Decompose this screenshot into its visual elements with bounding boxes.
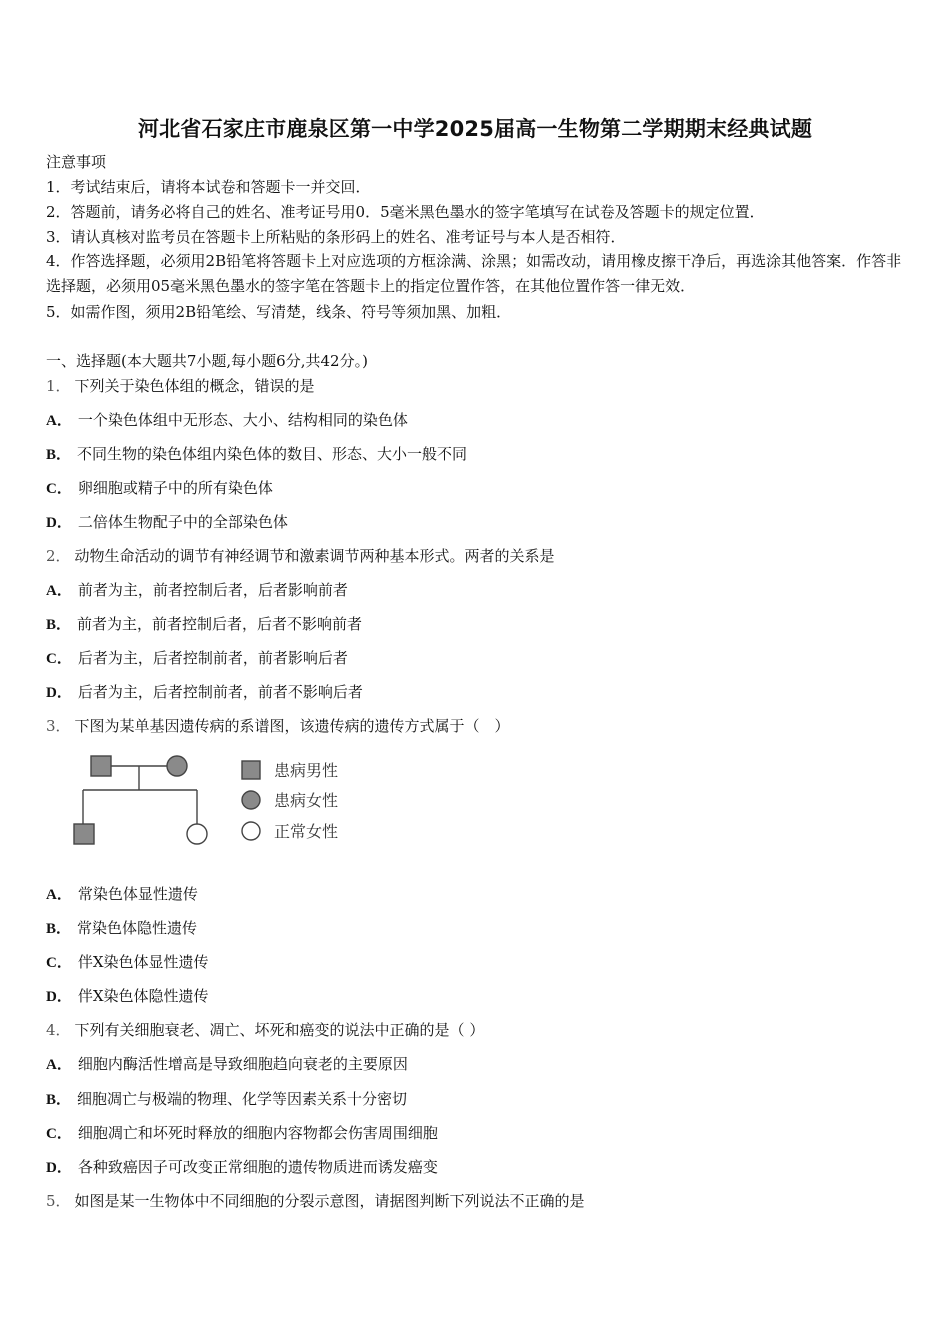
option-text: 后者为主，后者控制前者，前者不影响后者 bbox=[77, 683, 363, 701]
option-text: 伴X染色体显性遗传 bbox=[77, 953, 209, 971]
legend-affected-female-symbol bbox=[242, 791, 260, 809]
question-number: 1． bbox=[46, 377, 71, 395]
affected-female-parent bbox=[167, 756, 187, 776]
option-text: 细胞内酶活性增高是导致细胞趋向衰老的主要原因 bbox=[77, 1055, 408, 1073]
option-text: 前者为主，前者控制后者，后者影响前者 bbox=[77, 581, 348, 599]
question-1-option-b[interactable] bbox=[46, 444, 467, 465]
option-text: 不同生物的染色体组内染色体的数目、形态、大小一般不同 bbox=[77, 445, 468, 463]
legend-normal-female-symbol bbox=[242, 822, 260, 840]
option-key: C． bbox=[46, 1126, 72, 1142]
notice-item-1: 1．考试结束后，请将本试卷和答题卡一并交回． bbox=[46, 178, 371, 196]
option-key: C． bbox=[46, 955, 72, 971]
question-text: 下列有关细胞衰老、凋亡、坏死和癌变的说法中正确的是（ ） bbox=[74, 1021, 485, 1039]
question-4-option-b[interactable] bbox=[46, 1089, 407, 1110]
exam-title: 河北省石家庄市鹿泉区第一中学2025届高一生物第二学期期末经典试题 bbox=[137, 117, 813, 141]
question-4-option-d[interactable] bbox=[46, 1157, 438, 1178]
option-text: 前者为主，前者控制后者，后者不影响前者 bbox=[77, 615, 363, 633]
question-3-stem bbox=[46, 716, 510, 736]
question-1-option-c[interactable] bbox=[46, 478, 273, 499]
legend-affected-male-label: 患病男性 bbox=[274, 761, 339, 780]
option-key: D． bbox=[46, 685, 72, 701]
option-text: 细胞凋亡与极端的物理、化学等因素关系十分密切 bbox=[77, 1090, 408, 1108]
option-text: 各种致癌因子可改变正常细胞的遗传物质进而诱发癌变 bbox=[77, 1158, 438, 1176]
question-1-option-a[interactable] bbox=[46, 410, 408, 431]
question-4-option-a[interactable] bbox=[46, 1054, 408, 1075]
option-text: 卵细胞或精子中的所有染色体 bbox=[77, 479, 273, 497]
legend-normal-female-label: 正常女性 bbox=[274, 822, 339, 841]
question-number: 2． bbox=[46, 547, 71, 565]
normal-female-child bbox=[187, 824, 207, 844]
option-text: 后者为主，后者控制前者，前者影响后者 bbox=[77, 649, 348, 667]
question-2-option-d[interactable] bbox=[46, 682, 363, 703]
question-4-stem bbox=[46, 1020, 484, 1040]
question-text: 如图是某一生物体中不同细胞的分裂示意图，请据图判断下列说法不正确的是 bbox=[74, 1192, 585, 1210]
option-key: B． bbox=[46, 1092, 72, 1108]
option-key: D． bbox=[46, 515, 72, 531]
option-key: A． bbox=[46, 887, 72, 903]
affected-male-parent bbox=[91, 756, 111, 776]
option-key: C． bbox=[46, 481, 72, 497]
question-3-option-b[interactable] bbox=[46, 918, 197, 939]
question-number: 5． bbox=[46, 1192, 71, 1210]
option-key: D． bbox=[46, 989, 72, 1005]
question-3-option-a[interactable] bbox=[46, 884, 198, 905]
pedigree-chart bbox=[70, 752, 360, 858]
legend-affected-male-symbol bbox=[242, 761, 260, 779]
notice-item-5: 5．如需作图，须用2B铅笔绘、写清楚，线条、符号等须加黑、加粗． bbox=[46, 303, 512, 321]
question-4-option-c[interactable] bbox=[46, 1123, 438, 1144]
question-5-stem bbox=[46, 1191, 585, 1211]
option-text: 细胞凋亡和坏死时释放的细胞内容物都会伤害周围细胞 bbox=[77, 1124, 438, 1142]
option-key: C． bbox=[46, 651, 72, 667]
option-text: 一个染色体组中无形态、大小、结构相同的染色体 bbox=[77, 411, 408, 429]
question-3-option-c[interactable] bbox=[46, 952, 209, 973]
option-text: 常染色体隐性遗传 bbox=[77, 919, 198, 937]
question-text: 下图为某单基因遗传病的系谱图，该遗传病的遗传方式属于（ ） bbox=[74, 717, 510, 735]
option-key: B． bbox=[46, 447, 72, 463]
option-key: A． bbox=[46, 1057, 72, 1073]
question-1-stem bbox=[46, 376, 315, 396]
notice-item-2: 2．答题前，请务必将自己的姓名、准考证号用0．5毫米黑色墨水的签字笔填写在试卷及答题卡的规定位置． bbox=[46, 203, 765, 221]
question-text: 动物生命活动的调节有神经调节和激素调节两种基本形式。两者的关系是 bbox=[74, 547, 555, 565]
option-text: 二倍体生物配子中的全部染色体 bbox=[77, 513, 288, 531]
question-2-option-a[interactable] bbox=[46, 580, 348, 601]
option-text: 常染色体显性遗传 bbox=[77, 885, 198, 903]
option-text: 伴X染色体隐性遗传 bbox=[77, 987, 209, 1005]
option-key: A． bbox=[46, 583, 72, 599]
option-key: D． bbox=[46, 1160, 72, 1176]
notice-heading: 注意事项 bbox=[46, 153, 107, 171]
affected-male-child bbox=[74, 824, 94, 844]
question-number: 3． bbox=[46, 717, 71, 735]
section-heading: 一、选择题(本大题共7小题,每小题6分,共42分。) bbox=[46, 352, 368, 370]
legend-affected-female-label: 患病女性 bbox=[274, 791, 339, 810]
question-2-option-c[interactable] bbox=[46, 648, 348, 669]
option-key: B． bbox=[46, 617, 72, 633]
question-2-stem bbox=[46, 546, 555, 566]
question-text: 下列关于染色体组的概念，错误的是 bbox=[74, 377, 315, 395]
question-1-option-d[interactable] bbox=[46, 512, 288, 533]
question-2-option-b[interactable] bbox=[46, 614, 362, 635]
notice-item-3: 3．请认真核对监考员在答题卡上所粘贴的条形码上的姓名、准考证号与本人是否相符． bbox=[46, 228, 626, 246]
question-number: 4． bbox=[46, 1021, 71, 1039]
option-key: A． bbox=[46, 413, 72, 429]
question-3-option-d[interactable] bbox=[46, 986, 209, 1007]
option-key: B． bbox=[46, 921, 72, 937]
notice-item-4: 4．作答选择题，必须用2B铅笔将答题卡上对应选项的方框涂满、涂黑；如需改动，请用橡皮擦干净后，再选涂其他答案．作答非选择题，必须用05毫米黑色墨水的签字笔在答题卡上的指定位置作答，在其他位置作答一律无效． bbox=[46, 252, 902, 295]
